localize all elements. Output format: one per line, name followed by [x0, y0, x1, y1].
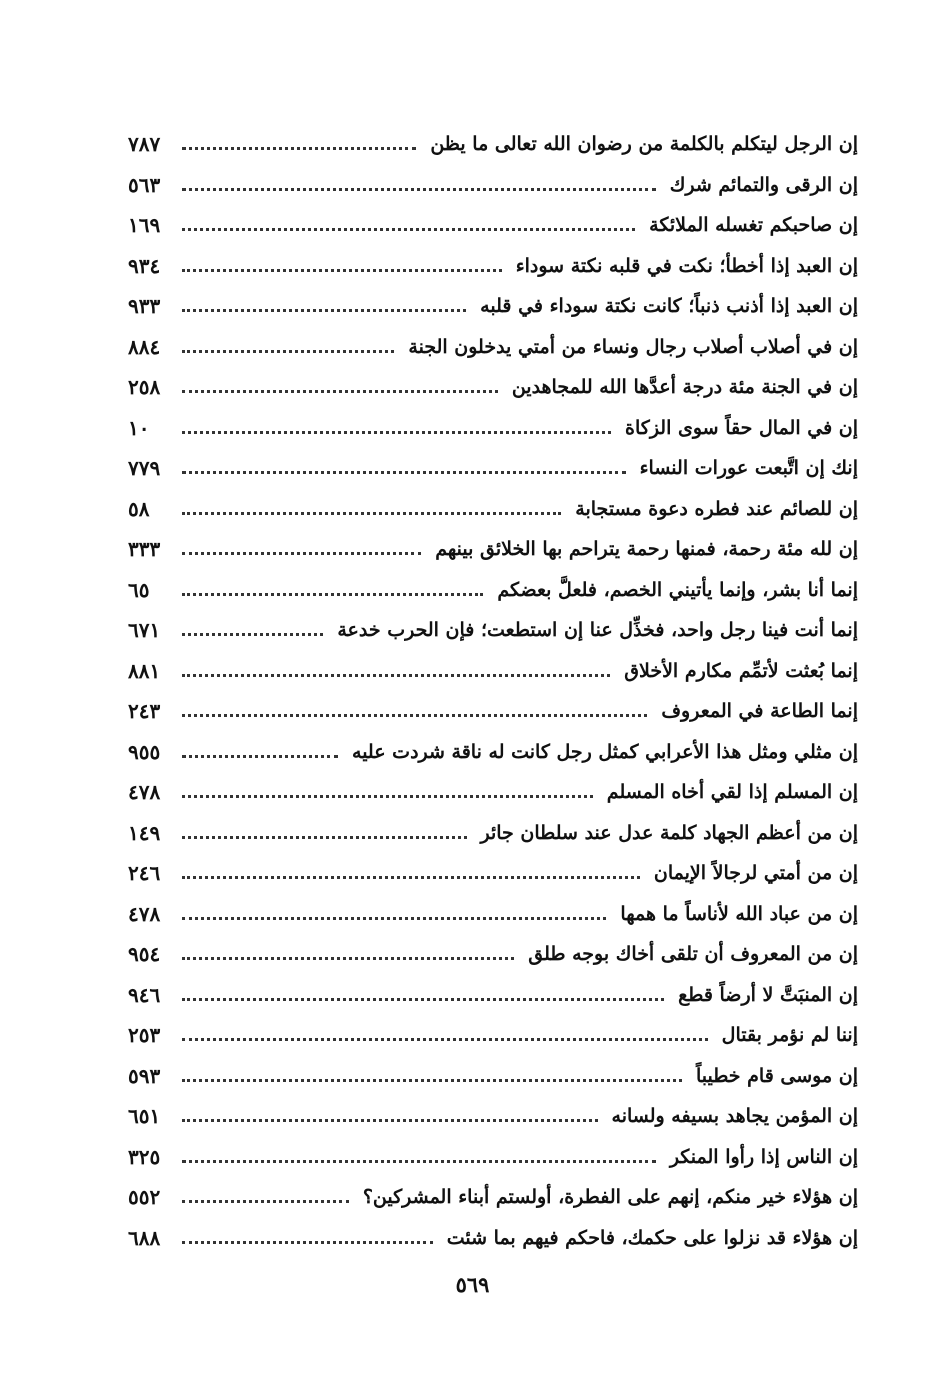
entry-text: إنك إن اتَّبعت عورات النساء — [639, 457, 858, 480]
dot-leader — [182, 1159, 656, 1163]
dot-leader — [182, 187, 656, 191]
entry-page-number: ٧٨٧ — [128, 132, 161, 157]
dot-leader — [182, 146, 416, 150]
entry-text: إن موسى قام خطيباً — [695, 1064, 858, 1087]
entry-page-number: ١٤٩ — [128, 820, 161, 845]
page-number: ٥٦٩ — [455, 1272, 490, 1297]
index-entry — [128, 732, 858, 773]
dot-leader — [182, 308, 466, 312]
entry-text: إننا لم نؤمر بقتال — [721, 1024, 858, 1047]
entry-text: إنما الطاعة في المعروف — [661, 700, 858, 723]
entry-text: إن للصائم عند فطره دعوة مستجابة — [575, 497, 858, 520]
entry-page-number: ٢٥٣ — [128, 1023, 161, 1048]
index-entry — [128, 651, 858, 692]
entry-page-number: ٥٩٣ — [128, 1063, 161, 1088]
dot-leader — [182, 389, 498, 393]
entry-text: إنما أنت فينا رجل واحد، فخذِّل عنا إن استطعت؛ فإن الحرب خدعة — [337, 619, 858, 642]
entry-text: إن المسلم إذا لقي أخاه المسلم — [606, 781, 858, 804]
dot-leader — [182, 632, 323, 636]
entry-text: إن في الجنة مئة درجة أعدَّها الله للمجاهدين — [511, 376, 858, 399]
entry-text: إن في أصلاب أصلاب رجال ونساء من أمتي يدخلون الجنة — [408, 335, 858, 358]
index-entry — [128, 1096, 858, 1137]
index-entry — [128, 1015, 858, 1056]
entry-page-number: ٥٨ — [128, 496, 150, 521]
entry-text: إنما أنا بشر، وإنما يأتيني الخصم، فلعلَّ بعضكم — [497, 578, 858, 601]
index-entry — [128, 1177, 858, 1218]
dot-leader — [182, 430, 611, 434]
entry-page-number: ٦٨٨ — [128, 1225, 161, 1250]
entry-page-number: ٩٤٦ — [128, 982, 161, 1007]
entry-page-number: ٥٥٢ — [128, 1185, 161, 1210]
index-entry — [128, 975, 858, 1016]
entry-text: إن هؤلاء خير منكم، إنهم على الفطرة، أولستم أبناء المشركين؟ — [362, 1186, 858, 1209]
entry-text: إنما بُعثت لأتمِّم مكارم الأخلاق — [624, 659, 858, 682]
dot-leader — [182, 511, 561, 515]
dot-leader — [182, 1037, 708, 1041]
entry-page-number: ٥٦٣ — [128, 172, 161, 197]
entry-page-number: ٦٧١ — [128, 618, 161, 643]
index-list — [128, 124, 858, 1258]
entry-page-number: ٣٢٥ — [128, 1144, 161, 1169]
entry-page-number: ٩٣٣ — [128, 294, 161, 319]
entry-text: إن في المال حقاً سوى الزكاة — [625, 416, 858, 439]
index-entry — [128, 691, 858, 732]
entry-page-number: ٢٤٦ — [128, 861, 161, 886]
dot-leader — [182, 835, 467, 839]
entry-text: إن العبد إذا أذنب ذنباً؛ كانت نكتة سوداء في قلبه — [480, 295, 858, 318]
index-entry — [128, 894, 858, 935]
dot-leader — [182, 349, 394, 353]
entry-text: إن الناس إذا رأوا المنكر — [669, 1145, 858, 1168]
index-entry — [128, 1218, 858, 1259]
dot-leader — [182, 1078, 682, 1082]
dot-leader — [182, 916, 606, 920]
dot-leader — [182, 875, 640, 879]
dot-leader — [182, 551, 421, 555]
index-entry — [128, 489, 858, 530]
dot-leader — [182, 754, 338, 758]
dot-leader — [182, 592, 483, 596]
index-entry — [128, 853, 858, 894]
index-entry — [128, 327, 858, 368]
entry-text: إن من أمتي لرجالاً الإيمان — [653, 862, 858, 885]
index-entry — [128, 448, 858, 489]
entry-page-number: ٩٥٤ — [128, 942, 161, 967]
entry-text: إن الرقى والتمائم شرك — [669, 173, 858, 196]
entry-page-number: ١٠ — [128, 415, 150, 440]
dot-leader — [182, 470, 626, 474]
entry-text: إن من عباد الله لأناساً ما همها — [620, 902, 858, 925]
dot-leader — [182, 956, 514, 960]
dot-leader — [182, 1118, 598, 1122]
index-entry — [128, 124, 858, 165]
dot-leader — [182, 794, 593, 798]
index-entry — [128, 367, 858, 408]
entry-text: إن الرجل ليتكلم بالكلمة من رضوان الله تعالى ما يظن — [430, 133, 858, 156]
dot-leader — [182, 673, 610, 677]
entry-text: إن مثلي ومثل هذا الأعرابي كمثل رجل كانت له ناقة شردت عليه — [352, 740, 858, 763]
index-entry — [128, 529, 858, 570]
entry-text: إن هؤلاء قد نزلوا على حكمك، فاحكم فيهم بما شئت — [446, 1226, 858, 1249]
dot-leader — [182, 1240, 433, 1244]
index-entry — [128, 772, 858, 813]
index-entry — [128, 205, 858, 246]
entry-page-number: ٢٤٣ — [128, 699, 161, 724]
entry-text: إن العبد إذا أخطأ؛ نكت في قلبه نكتة سوداء — [515, 254, 858, 277]
dot-leader — [182, 268, 502, 272]
index-entry — [128, 570, 858, 611]
index-entry — [128, 934, 858, 975]
entry-page-number: ٦٥١ — [128, 1104, 161, 1129]
entry-page-number: ٩٥٥ — [128, 739, 161, 764]
index-entry — [128, 246, 858, 287]
index-entry — [128, 408, 858, 449]
index-entry — [128, 610, 858, 651]
entry-page-number: ٤٧٨ — [128, 780, 161, 805]
entry-page-number: ٨٨١ — [128, 658, 161, 683]
entry-page-number: ٢٥٨ — [128, 375, 161, 400]
entry-text: إن المؤمن يجاهد بسيفه ولسانه — [611, 1105, 858, 1128]
dot-leader — [182, 1199, 349, 1203]
entry-page-number: ١٦٩ — [128, 213, 161, 238]
dot-leader — [182, 227, 635, 231]
entry-page-number: ٤٧٨ — [128, 901, 161, 926]
entry-page-number: ٧٧٩ — [128, 456, 161, 481]
dot-leader — [182, 713, 647, 717]
entry-page-number: ٨٨٤ — [128, 334, 161, 359]
entry-text: إن المنبَتَّ لا أرضاً قطع — [678, 983, 858, 1006]
entry-page-number: ٣٣٣ — [128, 537, 161, 562]
entry-page-number: ٦٥ — [128, 577, 150, 602]
index-entry — [128, 165, 858, 206]
index-entry — [128, 813, 858, 854]
entry-text: إن من أعظم الجهاد كلمة عدل عند سلطان جائر — [480, 821, 858, 844]
index-entry — [128, 286, 858, 327]
entry-page-number: ٩٣٤ — [128, 253, 161, 278]
entry-text: إن لله مئة رحمة، فمنها رحمة يتراحم بها الخلائق بينهم — [435, 538, 858, 561]
index-entry — [128, 1056, 858, 1097]
dot-leader — [182, 997, 664, 1001]
entry-text: إن من المعروف أن تلقى أخاك بوجه طلق — [528, 943, 858, 966]
entry-text: إن صاحبكم تغسله الملائكة — [649, 214, 858, 237]
index-entry — [128, 1137, 858, 1178]
